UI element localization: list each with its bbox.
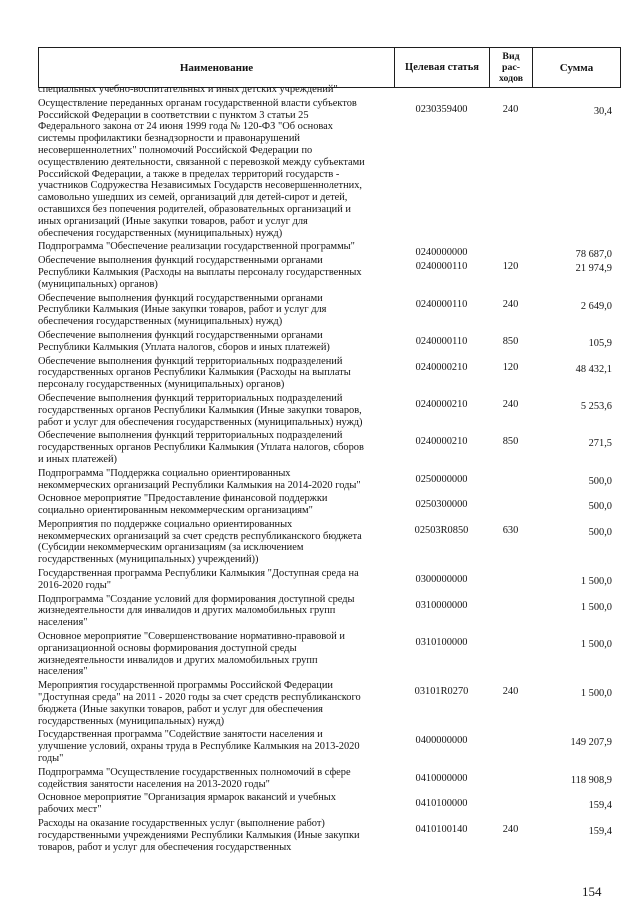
row-target-code	[394, 90, 489, 102]
row-sum: 48 432,1	[575, 363, 612, 375]
row-expense-type: 850	[502, 335, 519, 347]
row-target-code: 0240000110	[415, 261, 468, 273]
row-sum: 1 500,0	[580, 576, 612, 588]
row-target-code: 0310100000	[415, 637, 468, 649]
header-target-article: Целевая статья	[394, 48, 489, 87]
row-sum: 105,9	[588, 337, 612, 349]
row-name: Государственная программа "Содействие занятости населения и улучшение условий, охраны труда в Республике Калмыкия на 2013-2020 годы"	[38, 729, 360, 765]
row-name: Основное мероприятие "Организация ярмарок вакансий и учебных рабочих мест"	[38, 792, 336, 816]
row-target-code: 03101R0270	[414, 686, 469, 698]
row-name: Обеспечение выполнения функций территориальных подразделений государственных органов Республики Калмыкия (Иные закупки товаров, работ и услуг для обеспечения государственных (муниципальных) нужд)	[38, 392, 363, 428]
row-target-code: 0240000210	[415, 436, 468, 448]
row-sum: 149 207,9	[570, 737, 612, 749]
row-name: Обеспечение выполнения функций государственными органами Республики Калмыкия (Расходы на выплаты персоналу государственных (муниципальных) органов)	[38, 255, 362, 290]
row-name: Подпрограмма "Поддержка социально ориентированных некоммерческих организаций Республики Калмыкия на 2014-2020 годы"	[38, 467, 361, 491]
row-name: Обеспечение выполнения функций территориальных подразделений государственных органов Республики Калмыкия (Расходы на выплаты персоналу государственных (муниципальных) органов)	[38, 355, 351, 391]
row-sum: 500,0	[588, 526, 612, 538]
row-name: Обеспечение выполнения функций государственными органами Республики Калмыкия (Иные закупки товаров, работ и услуг для обеспечения государственных (муниципальных) нужд)	[38, 292, 327, 328]
row-expense-type: 240	[502, 686, 519, 698]
table-body	[38, 84, 621, 853]
row-target-code: 0240000210	[415, 361, 468, 373]
header-sum: Сумма	[532, 48, 620, 87]
row-sum: 500,0	[588, 475, 612, 487]
row-sum: 118 908,9	[570, 774, 612, 786]
row-expense-type	[489, 773, 532, 797]
row-sum: 271,5	[588, 438, 612, 450]
row-name: Подпрограмма "Создание условий для формирования доступной среды жизнедеятельности для инвалидов и других маломобильных групп населения"	[38, 593, 355, 629]
row-expense-type: 630	[502, 524, 519, 536]
row-sum: 1 500,0	[580, 688, 612, 700]
row-expense-type	[489, 474, 532, 498]
page-number: 154	[582, 884, 602, 899]
table-row	[38, 96, 621, 240]
row-name: Обеспечение выполнения функций территориальных подразделений государственных органов Республики Калмыкия (Уплата налогов, сборов и иных платежей)	[38, 430, 364, 465]
row-target-code: 0310000000	[415, 599, 468, 611]
row-expense-type	[489, 798, 532, 822]
header-name: Наименование	[179, 61, 254, 74]
row-target-code: 0250000000	[415, 473, 468, 485]
row-target-code: 0240000110	[415, 335, 468, 347]
row-expense-type	[489, 499, 532, 523]
row-sum: 1 500,0	[580, 601, 612, 613]
row-sum: 5 253,6	[580, 400, 612, 412]
row-expense-type	[489, 735, 532, 770]
row-name: Расходы на оказание государственных услуг (выполнение работ) государственными учреждениями Республики Калмыкия (Иные закупки товаров, работ и услуг для обеспечения государственных	[38, 818, 360, 853]
row-target-code: 02503R0850	[414, 524, 469, 536]
row-sum: 2 649,0	[580, 300, 612, 312]
row-name: Осуществление переданных органам государственной власти субъектов Российской Федерации в соответствии с пунктом 3 статьи 25 Федерального закона от 24 июня 1999 года № 120-ФЗ "Об основах системы профилактики безнадзорности и правонарушений несовершеннолетних" полномочий Российской Федерации по осуществлению деятельности, связанной с перевозкой между субъектами Российской Федерации, а также в пределах территорий государств - участников Содружества Независимых Государств несовершеннолетних, самовольно ушедших из семей, организаций для детей-сирот и детей, оставшихся без попечения родителей, образовательных организаций и иных организаций (Иные закупки товаров, работ и услуг для обеспечения государственных (муниципальных) нужд)	[38, 97, 365, 239]
table-row	[38, 84, 621, 96]
row-target-code: 0240000210	[415, 398, 468, 410]
row-target-code: 0410100140	[415, 824, 468, 836]
row-sum: 1 500,0	[580, 639, 612, 651]
row-expense-type	[489, 600, 532, 635]
header-expense-type: Вид рас- ходов	[489, 48, 532, 87]
row-target-code: 0240000000	[415, 247, 468, 259]
row-sum: 21 974,9	[575, 263, 612, 275]
row-expense-type: 120	[502, 261, 519, 273]
row-target-code: 0250300000	[415, 499, 468, 511]
row-sum: 159,4	[588, 800, 612, 812]
row-name: Основное мероприятие "Совершенствование нормативно-правовой и организационной основы формирования доступной среды жизнедеятельности инвалидов и других маломобильных групп населения"	[38, 631, 345, 678]
row-target-code: 0400000000	[415, 735, 468, 747]
row-name: Мероприятия по поддержке социально ориентированных некоммерческих организаций за счет средств республиканского бюджета (Субсидии некоммерческим организациям (за исключением государственных (муниципальных) учреждений))	[38, 518, 362, 566]
row-sum: 159,4	[588, 826, 612, 838]
row-target-code: 0410000000	[415, 772, 468, 784]
table-header	[38, 47, 621, 88]
row-name: Обеспечение выполнения функций государственными органами Республики Калмыкия (Уплата налогов, сборов и иных платежей)	[38, 329, 330, 353]
row-expense-type	[489, 90, 532, 102]
row-expense-type	[489, 574, 532, 598]
row-sum: 500,0	[588, 501, 612, 513]
row-name: Мероприятия государственной программы Российской Федерации "Доступная среда" на 2011 - 2020 годы за счет средств республиканского бюджета (Иные закупки товаров, работ и услуг для обеспечения государственных (муниципальных) нужд)	[38, 680, 361, 727]
row-target-code: 0230359400	[415, 103, 468, 115]
row-expense-type: 240	[502, 103, 519, 115]
row-sum: 78 687,0	[575, 249, 612, 261]
row-name: Подпрограмма "Осуществление государственных полномочий в сфере содействия занятости населения на 2013-2020 годы"	[38, 766, 351, 790]
row-target-code: 0240000110	[415, 298, 468, 310]
row-expense-type: 240	[502, 398, 519, 410]
row-name: Подпрограмма "Обеспечение реализации государственной программы"	[38, 241, 355, 253]
row-name: Государственная программа Республики Калмыкия "Доступная среда на 2016-2020 годы"	[38, 568, 359, 591]
row-expense-type: 120	[502, 361, 519, 373]
row-expense-type: 240	[502, 824, 519, 836]
row-target-code: 0300000000	[415, 574, 468, 586]
row-sum: 30,4	[593, 105, 612, 117]
row-expense-type	[489, 637, 532, 684]
row-expense-type: 850	[502, 436, 519, 448]
row-name: Основное мероприятие "Предоставление финансовой поддержки социально ориентированным некоммерческим организациям"	[38, 493, 328, 517]
row-expense-type	[489, 247, 532, 259]
row-name: специальных учебно-воспитательных и иных детских учреждений"	[38, 84, 338, 95]
row-sum	[532, 92, 621, 104]
row-expense-type: 240	[502, 298, 519, 310]
row-target-code: 0410100000	[415, 798, 468, 810]
